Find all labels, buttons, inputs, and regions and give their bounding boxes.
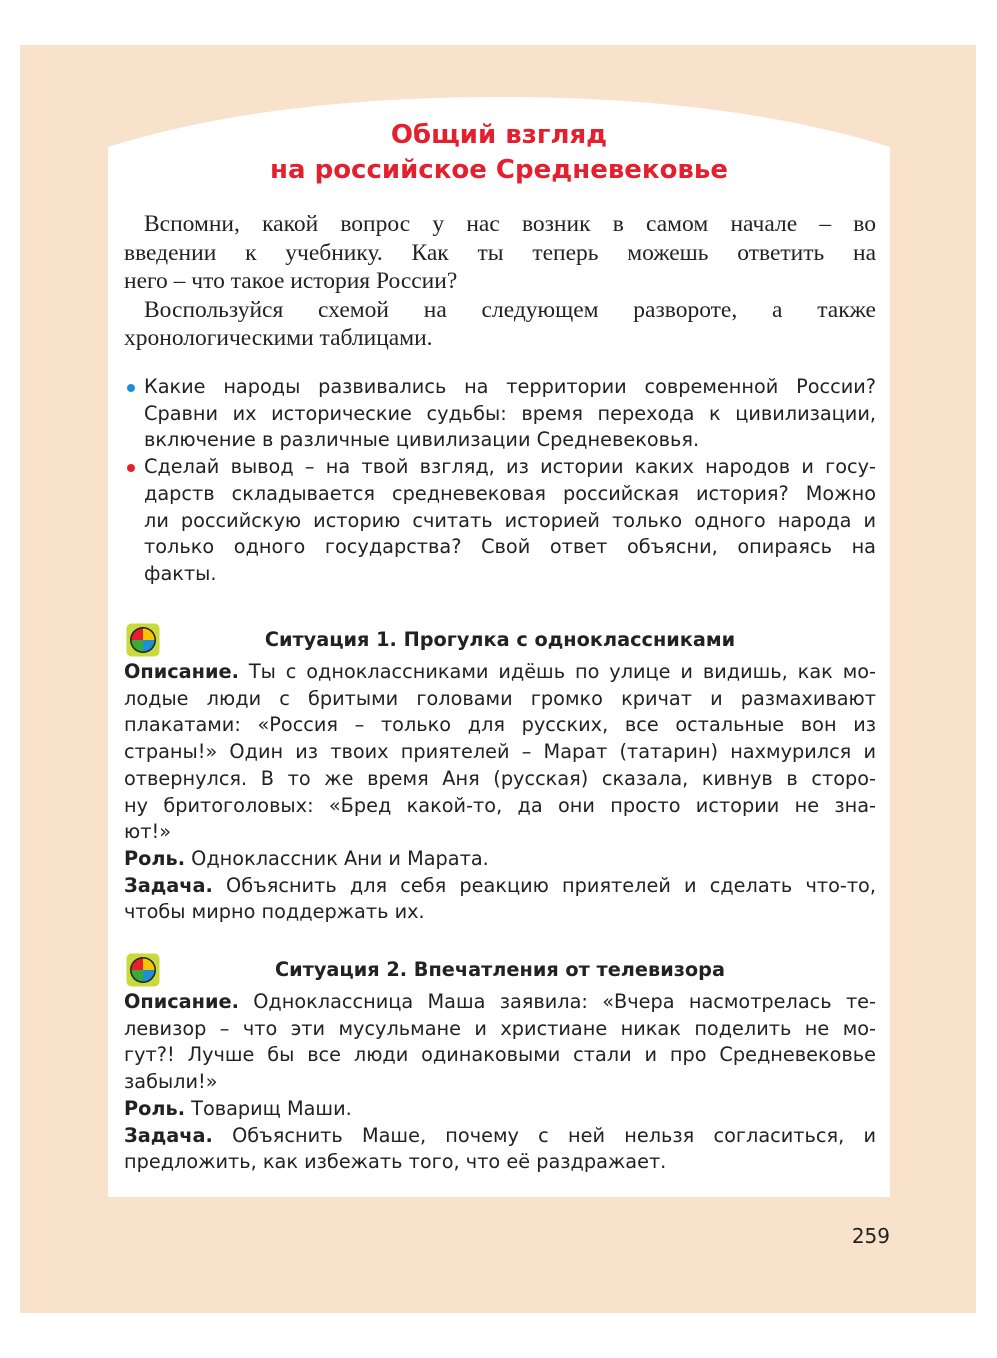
situation-header [124,957,876,989]
question-line: Какие народы развивались на территории современной России? [144,375,876,398]
blue-bullet-icon [127,384,135,392]
intro-line: введении к учебнику. Как ты теперь можешь ответить на [124,239,876,266]
description-text: Одноклассница Маша заявила: «Вчера насмотрелась те- [238,990,876,1013]
question-line: Сравни их исторические судьбы: время перехода к цивилизации, [144,401,876,425]
question-line: дарств складывается средневековая российская история? Можно [144,481,876,505]
title-line-2: на российское Средневековье [270,155,728,185]
intro-line: Воспользуйся схемой на следующем развороте, а также [144,296,876,323]
description-line: ну бритоголовых: «Бред какой-то, да они просто истории не зна- [124,793,876,817]
role-label: Роль. [124,1096,186,1120]
situation-title: Ситуация 2. Впечатления от телевизора [275,958,725,981]
role-line [124,1096,876,1123]
page-number: 259 [851,1224,890,1248]
description-line: гут?! Лучше бы все люди одинаковыми стали и про Средневековье [124,1043,876,1067]
question-list [124,374,876,588]
intro-text [124,210,876,353]
situation-title: Ситуация 1. Прогулка с одноклассниками [264,628,736,651]
description-text: Ты с одноклассниками идёшь по улице и видишь, как мо- [238,660,876,683]
question-item [124,454,876,588]
situation-1 [124,627,876,926]
task-text: Объяснить для себя реакцию приятелей и сделать что-то, [212,873,876,897]
question-line: только одного государства? Свой ответ объясни, опираясь на [144,535,876,559]
question-item [124,374,876,454]
situation-2 [124,957,876,1176]
role-label: Роль. [124,846,186,870]
question-line: включение в различные цивилизации Средневековья. [144,428,700,452]
question-line: Сделай вывод – на твой взгляд, из истории каких народов и госу- [144,455,876,479]
task-line: предложить, как избежать того, что её раздражает. [124,1150,667,1174]
description-line: лодые люди с бритыми головами громко кричат и размахивают [124,686,876,710]
description-label: Описание. [124,990,239,1013]
task-label: Задача. [124,1123,213,1147]
description-line: страны!» Один из твоих приятелей – Марат (татарин) нахмурился и [124,740,876,764]
situation-body [124,989,876,1176]
description-line: забыли!» [124,1070,218,1094]
task-line [124,873,876,900]
description-line: плакатами: «Россия – только для русских, все остальные вон из [124,713,876,737]
description-label: Описание. [124,660,239,683]
task-line [124,1123,876,1150]
situation-header [124,627,876,659]
intro-line: Вспомни, какой вопрос у нас возник в самом начале – во [144,211,876,237]
question-line: факты. [144,561,217,585]
intro-line: хронологическими таблицами. [124,325,433,351]
page-title [108,118,890,188]
description-line: ют!» [124,820,171,844]
description-line: левизор – что эти мусульмане и христиане никак поделить не мо- [124,1016,876,1040]
role-text: Одноклассник Ани и Марата. [185,846,489,870]
question-line: ли российскую историю считать историей только одного народа и [144,508,876,532]
intro-paragraph-1 [124,210,876,296]
title-line-1: Общий взгляд [390,120,608,150]
task-text: Объяснить Маше, почему с ней нельзя согласиться, и [212,1123,876,1147]
red-bullet-icon [127,464,135,472]
situation-body [124,659,876,926]
role-line [124,846,876,873]
intro-line: него – что такое история России? [124,268,458,294]
description-line: отвернулся. В то же время Аня (русская) сказала, кивнув в сторо- [124,766,876,790]
description-line [124,989,876,1016]
description-line [124,659,876,686]
task-label: Задача. [124,873,213,897]
task-line: чтобы мирно поддержать их. [124,900,425,924]
intro-paragraph-2 [124,296,876,353]
role-text: Товарищ Маши. [185,1096,352,1120]
